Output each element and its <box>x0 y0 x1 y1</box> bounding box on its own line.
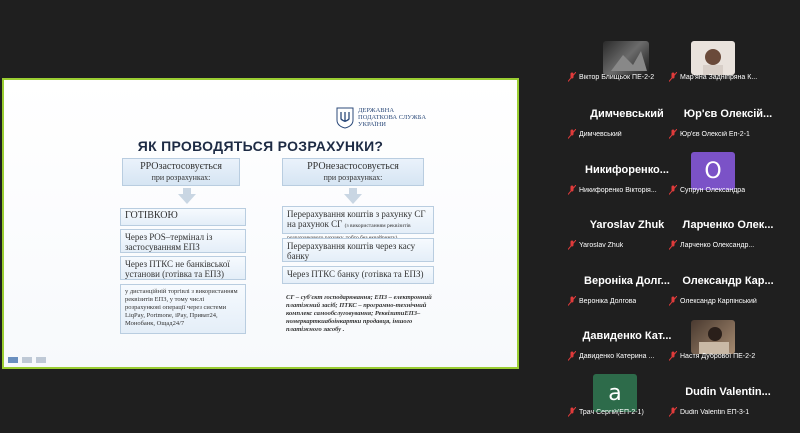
mic-muted-icon <box>568 296 576 306</box>
left-item-ptks: Через ПТКС не банківської установи (готівка та ЕПЗ) <box>120 256 246 280</box>
right-item-bank-ptks: Через ПТКС банку (готівка та ЕПЗ) <box>282 266 434 284</box>
down-arrow-icon <box>344 194 362 204</box>
video-thumbnail <box>691 320 735 354</box>
down-arrow-icon <box>178 194 196 204</box>
participant-video <box>691 320 735 354</box>
slide-prev-icon[interactable] <box>8 357 18 363</box>
participant-label: Dudin Valentin ЕП-3-1 <box>669 406 787 418</box>
participant-avatar: O <box>691 152 735 190</box>
mic-muted-icon <box>669 185 677 195</box>
participant-label: Ларченко Олександр... <box>669 239 787 251</box>
participant-name: Димчевський <box>590 108 664 120</box>
participant-name: Давиденко Кат... <box>582 330 672 342</box>
mic-muted-icon <box>669 296 677 306</box>
left-item-pos: Через POS–термінал із застосуванням ЕПЗ <box>120 229 246 253</box>
presentation-slide <box>4 80 517 367</box>
participant-tile[interactable] <box>669 160 787 196</box>
participant-label: Супрун Олександра <box>669 184 787 196</box>
right-header-line1: РРОнезастосовується <box>307 161 399 172</box>
participant-label: Димчевський <box>568 128 686 140</box>
mic-muted-icon <box>669 351 677 361</box>
left-header-line2: при розрахунках: <box>151 173 211 182</box>
mic-muted-icon <box>669 129 677 139</box>
left-item-cash: ГОТІВКОЮ <box>120 208 246 226</box>
participant-label: Віктор Блищьок ПЕ-2-2 <box>568 71 686 83</box>
participant-tile[interactable] <box>669 215 787 251</box>
participant-label: Настя Дубрової ПЕ-2-2 <box>669 350 787 362</box>
video-thumbnail <box>603 41 649 75</box>
participant-label: Олександр Карпінський <box>669 295 787 307</box>
slide-menu-icon[interactable] <box>22 357 32 363</box>
left-header-line1: РРОзастосовується <box>140 161 222 172</box>
left-column-header <box>122 158 240 186</box>
mic-muted-icon <box>669 407 677 417</box>
participant-name: Dudin Valentin... <box>685 386 771 398</box>
participant-label: Вероніка Долгова <box>568 295 686 307</box>
participant-label: Никифоренко Вікторія... <box>568 184 686 196</box>
slide-title: ЯК ПРОВОДЯТЬСЯ РОЗРАХУНКИ? <box>137 138 384 154</box>
participant-label: Мар'яна Задніпряна К... <box>669 71 787 83</box>
participant-tile[interactable] <box>669 104 787 140</box>
participant-name: Юр'єв Олексій... <box>683 108 773 120</box>
participant-avatar: а <box>593 374 637 412</box>
participant-tile[interactable] <box>669 382 787 418</box>
participant-tile[interactable] <box>669 271 787 307</box>
tax-service-logo <box>336 107 428 129</box>
mic-muted-icon <box>568 407 576 417</box>
mic-muted-icon <box>669 72 677 82</box>
mic-muted-icon <box>669 240 677 250</box>
logo-text: ДЕРЖАВНА ПОДАТКОВА СЛУЖБА УКРАЇНИ <box>358 107 427 128</box>
participant-video <box>603 41 649 75</box>
mic-muted-icon <box>568 72 576 82</box>
participant-name: Ларченко Олек... <box>682 219 774 231</box>
shared-screen <box>2 78 519 369</box>
mic-muted-icon <box>568 240 576 250</box>
participant-video <box>691 41 735 75</box>
trident-shield-icon <box>336 107 354 129</box>
right-item-transfer-note: (з використанням реквізитів <box>344 223 411 229</box>
right-column-header <box>282 158 424 186</box>
participant-label: Yaroslav Zhuk <box>568 239 686 251</box>
participant-tile[interactable] <box>669 326 787 362</box>
participant-name: Yaroslav Zhuk <box>589 219 665 231</box>
participant-label: Трач Сергій(ЕП-2-1) <box>568 406 686 418</box>
mic-muted-icon <box>568 185 576 195</box>
participant-name: Олександр Кар... <box>682 275 774 287</box>
slide-next-icon[interactable] <box>36 357 46 363</box>
mic-muted-icon <box>568 351 576 361</box>
right-header-line2: при розрахунках: <box>323 173 383 182</box>
slide-legend: СГ – суб'єкт господарювання; ЕПЗ – електронний платіжний засіб; ПТКС – програмно-технічний комплекс самообслуговування; РеквізитиЕПЗ–номеркарткиабоінкартки продавця, іншого платіжного засобу . <box>286 294 432 333</box>
video-thumbnail <box>691 41 735 75</box>
left-item-online: у дистанційній торгівлі з використанням реквізитів ЕПЗ, у тому числі розрахункові операції через системи LiqPay, Portmone, iPay, Приват24, Монобанк, Ощад24/7 <box>120 284 246 334</box>
right-item-transfer <box>282 206 434 234</box>
mic-muted-icon <box>568 129 576 139</box>
right-item-transfer-main: Перерахування коштів з рахунку СГ на рахунок СГ <box>287 209 426 229</box>
slide-nav-controls[interactable] <box>8 357 46 363</box>
participant-label: Юр'єв Олексій Еп-2-1 <box>669 128 787 140</box>
participant-tile[interactable] <box>669 47 787 83</box>
participant-label: Давиденко Катерина ... <box>568 350 686 362</box>
participant-name: Вероніка Долг... <box>584 275 670 287</box>
participant-name: Никифоренко... <box>585 164 669 176</box>
right-item-bank-cash: Перерахування коштів через касу банку <box>282 238 434 262</box>
